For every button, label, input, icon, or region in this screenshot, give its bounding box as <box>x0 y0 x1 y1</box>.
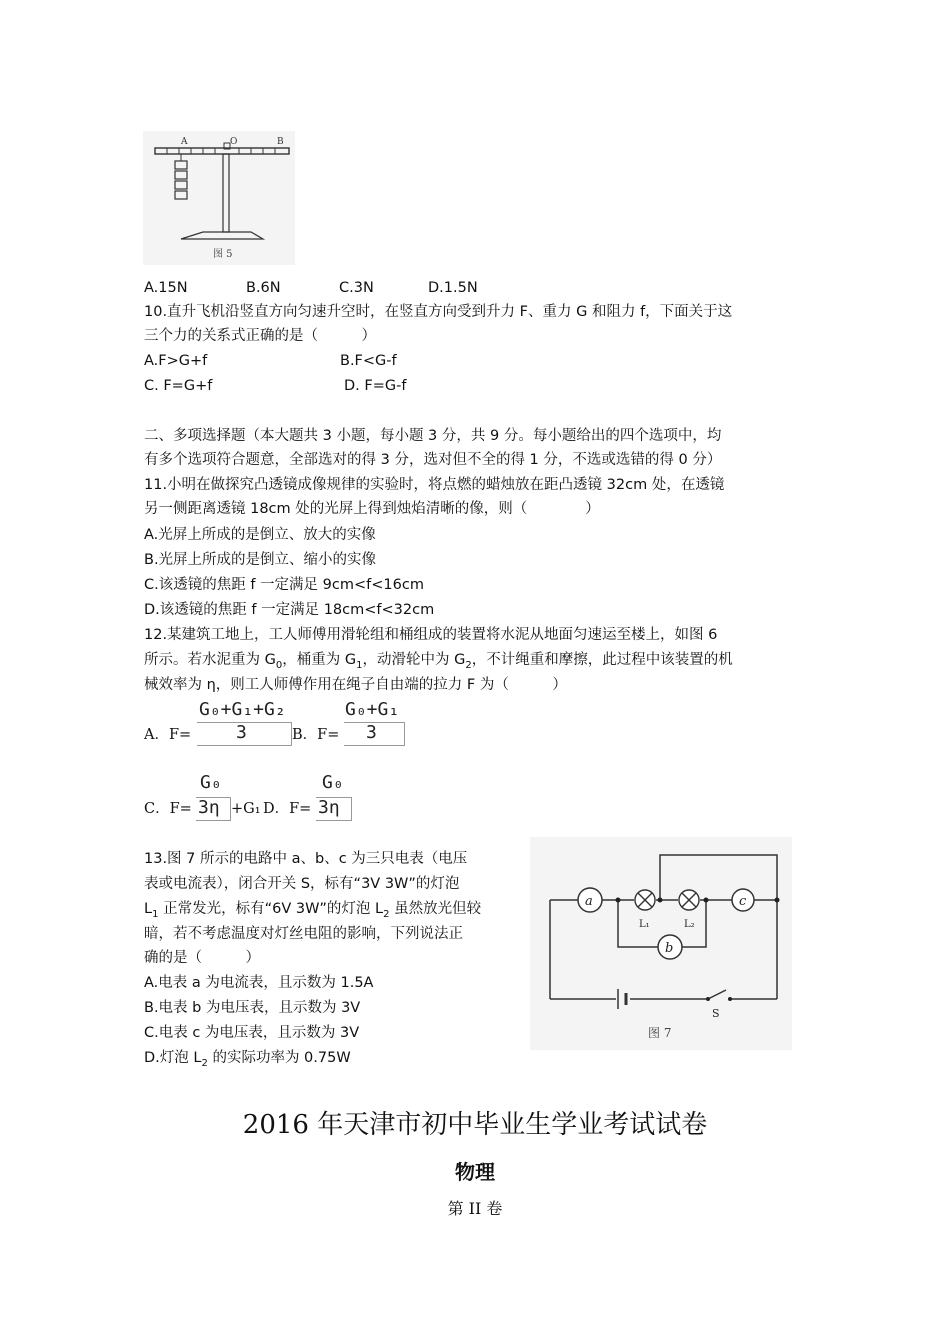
figure-5-lever <box>143 131 295 265</box>
lever-label-a: A <box>181 137 188 147</box>
q10-line-1: 10.直升飞机沿竖直方向匀速升空时，在竖直方向受到升力 F、重力 G 和阻力 f，下面关于这 <box>144 304 733 320</box>
q12-option-b-numerator: G₀+G₁ <box>345 699 400 720</box>
lamp-l1-label: L₁ <box>639 919 650 930</box>
q11-option-d[interactable]: D.该透镜的焦距 f 一定满足 18cm<f<32cm <box>144 602 435 618</box>
q9-option-c[interactable]: C.3N <box>339 280 374 296</box>
subject-title: 物理 <box>455 1160 495 1184</box>
q13-line-5: 确的是（ ） <box>144 950 260 966</box>
q12-option-a-denominator: 3 <box>236 722 247 743</box>
q10-option-b[interactable]: B.F<G-f <box>340 353 397 369</box>
lever-label-b: B <box>277 137 284 147</box>
q9-option-b[interactable]: B.6N <box>246 280 281 296</box>
q12-option-a-numerator: G₀+G₁+G₂ <box>199 699 286 720</box>
q12-option-c-denominator: 3η <box>198 797 220 818</box>
lever-label-o: O <box>230 137 238 147</box>
q13-option-d[interactable]: D.灯泡 $L_2$ 的实际功率为 0.75W <box>144 1050 351 1069</box>
figure-7-caption: 图 7 <box>648 1026 672 1040</box>
section-2-line-1: 二、多项选择题（本大题共 3 小题，每小题 3 分，共 9 分。每小题给出的四个选项中，均 <box>144 428 722 444</box>
q13-option-b[interactable]: B.电表 b 为电压表，且示数为 3V <box>144 1000 361 1016</box>
q10-line-2: 三个力的关系式正确的是（ ） <box>144 328 376 344</box>
lamp-l1 <box>635 890 655 910</box>
q12-option-d-denominator: 3η <box>318 797 340 818</box>
q12-option-c-label[interactable]: C．F= <box>144 801 192 817</box>
q12-option-d-numerator: G₀ <box>322 772 344 793</box>
figure-5-caption: 图 5 <box>213 249 233 260</box>
q10-option-c[interactable]: C. F=G+f <box>144 378 213 394</box>
section-2-line-2: 有多个选项符合题意，全部选对的得 3 分，选对但不全的得 1 分，不选或选错的得 0 分） <box>144 452 722 468</box>
q12-option-c-numerator: G₀ <box>200 772 222 793</box>
q12-option-c-tail: +G₁ <box>231 801 261 817</box>
figure-7-circuit <box>530 837 792 1050</box>
q13-line-2: 表或电流表），闭合开关 S，标有“3V 3W”的灯泡 <box>144 876 460 892</box>
lamp-l2 <box>679 890 699 910</box>
q11-option-a[interactable]: A.光屏上所成的是倒立、放大的实像 <box>144 527 376 543</box>
q12-option-d-label[interactable]: D．F= <box>263 801 312 817</box>
q10-option-a[interactable]: A.F>G+f <box>144 353 208 369</box>
q13-line-4: 暗，若不考虑温度对灯丝电阻的影响，下列说法正 <box>144 926 463 942</box>
q12-option-b-label[interactable]: B．F= <box>292 727 340 743</box>
q11-option-b[interactable]: B.光屏上所成的是倒立、缩小的实像 <box>144 552 377 568</box>
q13-option-a[interactable]: A.电表 a 为电流表，且示数为 1.5A <box>144 975 374 991</box>
volume-title: 第 II 卷 <box>447 1199 503 1218</box>
exam-title: 2016 年天津市初中毕业生学业考试试卷 <box>242 1110 708 1140</box>
q10-option-d[interactable]: D. F=G-f <box>344 378 407 394</box>
q11-option-c[interactable]: C.该透镜的焦距 f 一定满足 9cm<f<16cm <box>144 577 424 593</box>
q9-option-d[interactable]: D.1.5N <box>428 280 478 296</box>
meter-a-label: a <box>585 894 593 909</box>
meter-b-label: b <box>665 941 674 956</box>
q13-line-1: 13.图 7 所示的电路中 a、b、c 为三只电表（电压 <box>144 851 468 867</box>
switch-label: S <box>712 1007 720 1020</box>
q12-line-2: 所示。若水泥重为 $G_0$，桶重为 $G_1$，动滑轮中为 $G_2$，不计绳重和摩擦，此过程中该装置的机 <box>144 652 733 671</box>
q11-line-1: 11.小明在做探究凸透镜成像规律的实验时，将点燃的蜡烛放在距凸透镜 32cm 处，在透镜 <box>144 477 725 493</box>
meter-c-label: c <box>739 894 747 909</box>
q9-option-a[interactable]: A.15N <box>144 280 188 296</box>
q13-line-3: $L_1$ 正常发光，标有“6V 3W”的灯泡 $L_2$ 虽然放光但较 <box>144 901 482 920</box>
lamp-l2-label: L₂ <box>684 919 695 930</box>
q12-option-b-denominator: 3 <box>366 722 377 743</box>
q12-line-1: 12.某建筑工地上，工人师傅用滑轮组和桶组成的装置将水泥从地面匀速运至楼上，如图 6 <box>144 627 718 643</box>
q12-line-3: 械效率为 η，则工人师傅作用在绳子自由端的拉力 F 为（ ） <box>144 677 567 693</box>
q11-line-2: 另一侧距离透镜 18cm 处的光屏上得到烛焰清晰的像，则（ ） <box>144 501 600 517</box>
q13-option-c[interactable]: C.电表 c 为电压表，且示数为 3V <box>144 1025 360 1041</box>
q12-option-a-label[interactable]: A．F= <box>144 727 192 743</box>
